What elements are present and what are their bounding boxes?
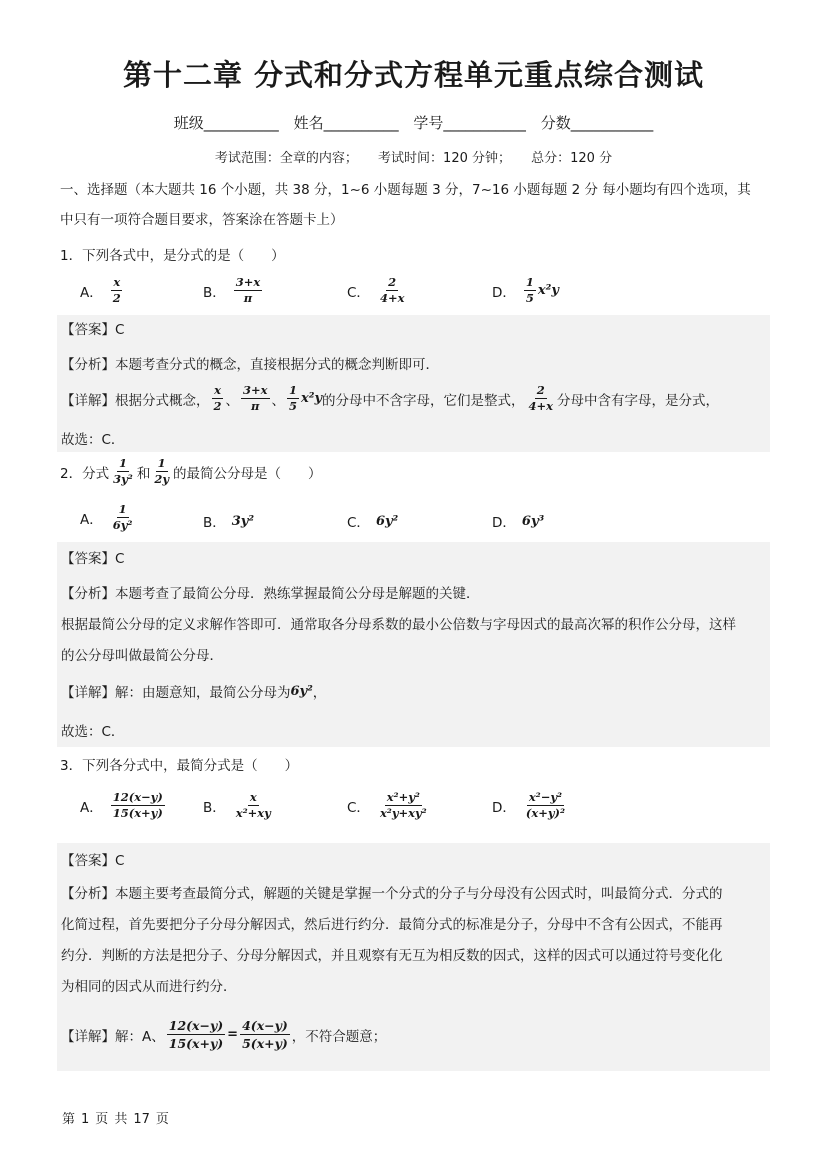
q3-option-c: C． $\frac{\text{x²+y²}}{\text{x²y+xy²}}$ [347, 790, 427, 820]
math-term: x²y [537, 283, 559, 298]
option-label: A． [80, 284, 103, 301]
fraction: $\frac{1}{2y}$ [154, 456, 170, 486]
fraction: $\frac{\text{x²+y²}}{\text{x²y+xy²}}$ [379, 790, 427, 820]
score-field: 分数___________ [540, 114, 654, 132]
fraction: $\frac{4(x-y)}{5(x+y)}$ [242, 1018, 288, 1051]
exam-score: 总分：120 分 [531, 151, 613, 166]
fraction: $\frac{12(x-y)}{15(x+y)}$ [168, 1018, 224, 1051]
q1-answer: 【答案】C [61, 322, 125, 338]
option-label: C． [347, 284, 370, 301]
fraction: $\frac{x}{2}$ [213, 383, 222, 413]
q1-option-a [80, 276, 125, 305]
page-footer: 第 1 页 共 17 页 [62, 1112, 169, 1127]
q1-stem: 1．下列各式中，是分式的是（ ） [60, 248, 285, 264]
q2-conclusion: 故选：C． [61, 724, 125, 740]
student-info-line [0, 112, 827, 133]
q3-analysis-2: 化简过程，首先要把分子分母分解因式，然后进行约分．最简分式的标准是分子，分母中不含有公因式，不能再 [61, 917, 723, 933]
q1-detail: 【详解】根据分式概念， $\frac{x}{2}$ 、 $\frac{3+x}{\pi}$ 、 $\frac{1}{5}$ x²y 的分母中不含字母，它们是整式， $\frac{2}{4+x}$ 分母中含有字母，是分式， [61, 383, 720, 413]
fraction: $\frac{3+x}{\pi}$ [243, 383, 268, 413]
q1-option-b [203, 276, 264, 305]
q2-answer: 【答案】C [61, 551, 125, 567]
q1-option-c [347, 276, 408, 305]
exam-info-line [0, 147, 827, 166]
q3-detail: 【详解】解：A、 $\frac{12(x-y)}{15(x+y)}$ = $\frac{4(x-y)}{5(x+y)}$ ，不符合题意； [61, 1018, 387, 1051]
section-heading-line1: 一、选择题（本大题共 16 个小题，共 38 分，1~6 小题每题 3 分，7~16 小题每题 2 分 每小题均有四个选项，其 [60, 182, 751, 198]
option-label: D． [492, 284, 516, 301]
option-label: B． [203, 284, 226, 301]
q2-analysis-2: 根据最简公分母的定义求解作答即可．通常取各分母系数的最小公倍数与字母因式的最高次幂的积作公分母，这样 [61, 617, 736, 633]
q2-option-b: B． 3y² [203, 513, 255, 531]
fraction: $\frac{2}{4+x}$ [379, 275, 405, 305]
document-title: 第十二章 分式和分式方程单元重点综合测试 [122, 58, 705, 92]
class-field: 班级__________ [173, 114, 279, 132]
q3-analysis-4: 为相同的因式从而进行约分． [61, 979, 237, 995]
q2-analysis: 【分析】本题考查了最简公分母．熟练掌握最简公分母是解题的关键． [61, 586, 480, 602]
section-heading-line2: 中只有一项符合题目要求，答案涂在答题卡上） [60, 212, 344, 228]
exam-time: 考试时间：120 分钟； [378, 151, 511, 166]
name-field: 姓名__________ [293, 114, 399, 132]
q3-option-b: B． $\frac{x}{\text{x²+xy}}$ [203, 790, 271, 820]
q2-stem: 2．分式 $\frac{1}{\text{3y²}}$ 和 $\frac{1}{2y}$ 的最简公分母是（ ） [60, 456, 322, 486]
q3-analysis-3: 约分．判断的方法是把分子、分母分解因式，并且观察有无互为相反数的因式，这样的因式可以通过符号变化化 [61, 948, 723, 964]
fraction: $\frac{3+x}{\pi}$ [235, 275, 261, 305]
q2-solution-box [57, 542, 770, 747]
q3-analysis-1: 【分析】本题主要考查最简分式，解题的关键是掌握一个分式的分子与分母没有公因式时，叫最简分式．分式的 [61, 886, 723, 902]
q3-option-d: D． $\frac{\text{x²−y²}}{\text{(x+y)²}}$ [492, 790, 565, 820]
fraction: $\frac{1}{\text{6y²}}$ [112, 502, 133, 532]
q1-solution-box [57, 315, 770, 452]
q3-option-a: A． $\frac{12(x-y)}{15(x+y)}$ [80, 790, 163, 820]
fraction: $\frac{\text{x²−y²}}{\text{(x+y)²}}$ [525, 790, 565, 820]
page-number: 1 [81, 1112, 90, 1127]
q2-option-c: C． 6y² [347, 513, 399, 531]
page-total: 17 [133, 1112, 150, 1127]
fraction: $\frac{x}{\text{x²+xy}}$ [235, 790, 271, 820]
fraction: $\frac{x}{2}$ [112, 275, 121, 305]
q2-option-d: D． 6y³ [492, 513, 545, 531]
exam-range: 考试范围：全章的内容； [214, 151, 358, 166]
q3-stem: 3．下列各分式中，最简分式是（ ） [60, 758, 299, 774]
q3-solution-box [57, 843, 770, 1071]
fraction: $\frac{1}{5}$ [289, 383, 298, 413]
q1-conclusion: 故选：C． [61, 432, 125, 448]
q2-option-a: A． $\frac{1}{\text{6y²}}$ [80, 502, 133, 532]
q3-answer: 【答案】C [61, 853, 125, 869]
student-id-field: 学号___________ [413, 114, 526, 132]
fraction: $\frac{2}{4+x}$ [528, 383, 554, 413]
q2-analysis-3: 的公分母叫做最简公分母． [61, 648, 223, 664]
q2-detail: 【详解】解：由题意知，最简公分母为 6y² ， [61, 683, 327, 701]
fraction: $\frac{1}{\text{3y²}}$ [113, 456, 133, 486]
q1-analysis: 【分析】本题考查分式的概念，直接根据分式的概念判断即可． [61, 357, 439, 373]
fraction: $\frac{12(x-y)}{15(x+y)}$ [112, 790, 163, 820]
q1-option-d [492, 276, 559, 305]
fraction: $\frac{1}{5}$ [525, 275, 534, 305]
